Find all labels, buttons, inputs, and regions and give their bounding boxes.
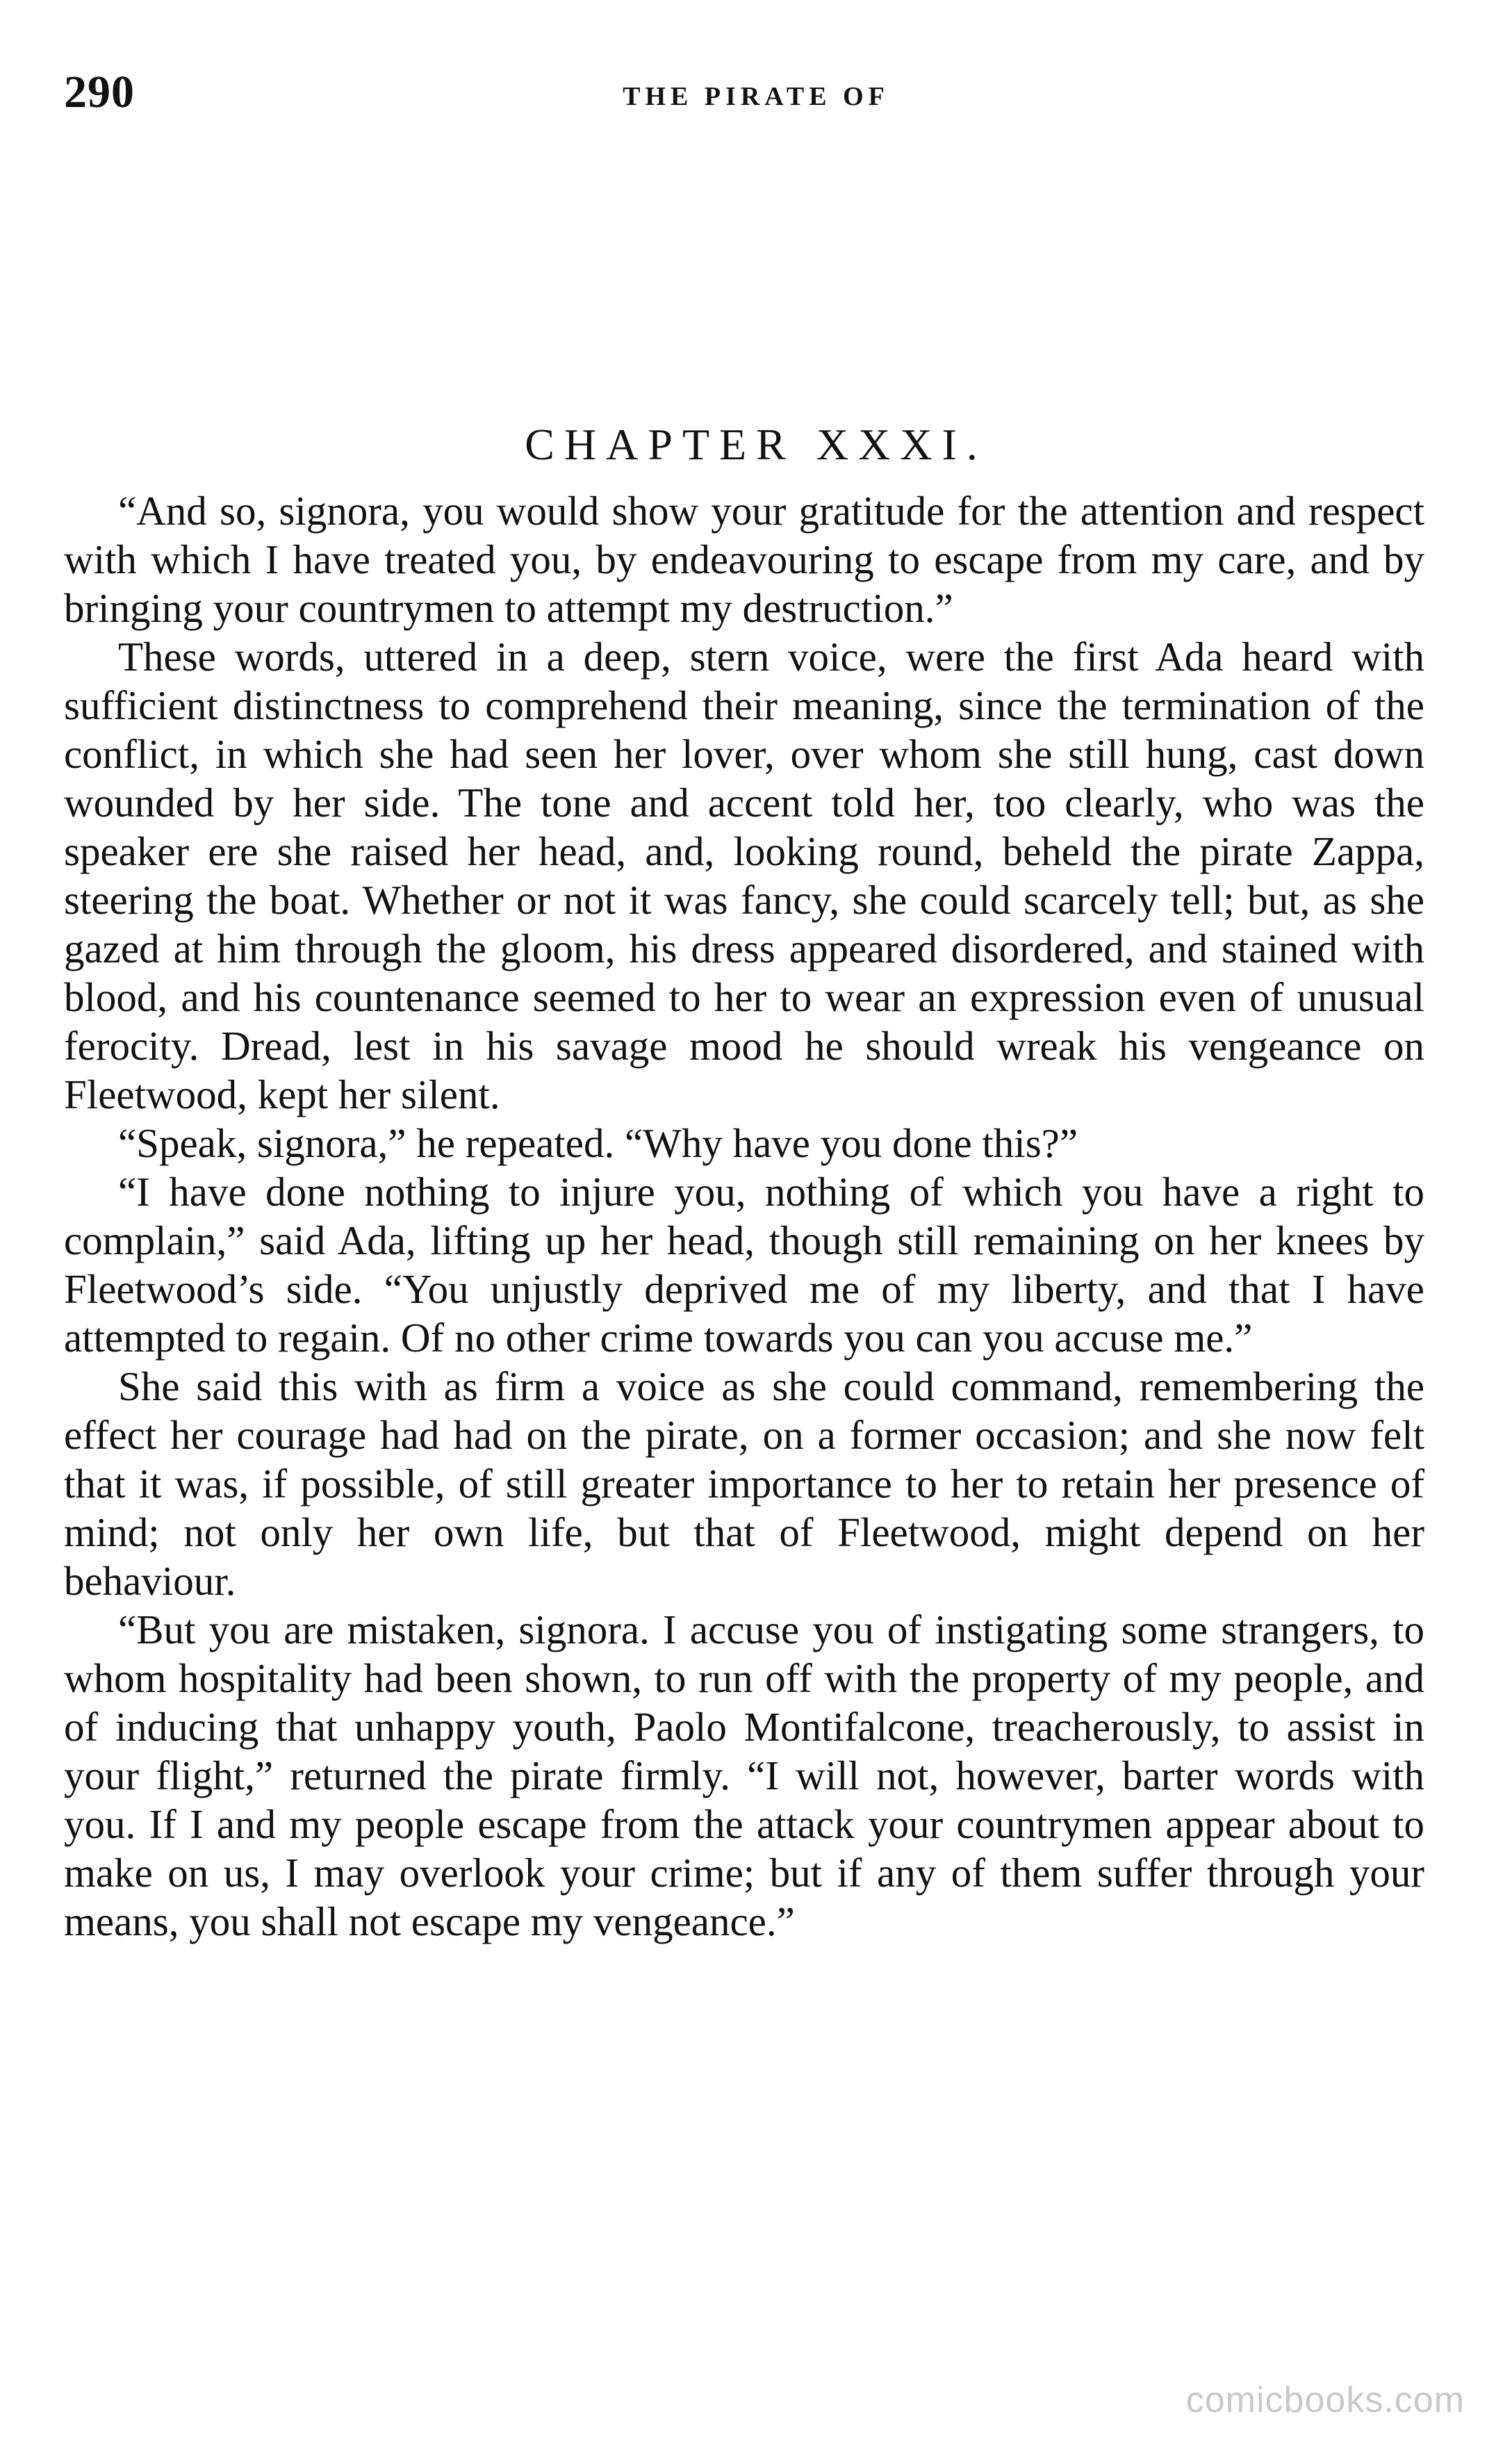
- paragraph: “Speak, signora,” he repeated. “Why have you done this?”: [118, 1120, 1078, 1166]
- running-head: [64, 66, 1448, 122]
- running-title: THE PIRATE OF: [623, 82, 889, 111]
- watermark: comicbooks.com: [1185, 2380, 1465, 2420]
- paragraph: “I have done nothing to injure you, nothing of which you have a right to complain,” said Ada, lifting up her head, though still remaining on her knees by Fleetwood’s side. “You unjustly deprived me of my liberty, and that I have attempted to regain. Of no other crime towards you can you accuse me.”: [64, 1169, 1424, 1361]
- paragraph: “But you are mistaken, signora. I accuse you of instigating some strangers, to whom hospitality had been shown, to run off with the property of my people, and of inducing that unhappy youth, Paolo Montifalcone, treacherously, to assist in your flight,” returned the pirate firmly. “I will not, however, barter words with you. If I and my people escape from the attack your countrymen appear about to make on us, I may overlook your crime; but if any of them suffer through your means, you shall not escape my vengeance.”: [64, 1607, 1424, 1944]
- page-number: 290: [64, 67, 135, 117]
- paragraph: “And so, signora, you would show your gratitude for the attention and respect with which I have treated you, by endeavouring to escape from my care, and by bringing your countrymen to attempt my destruction.”: [64, 488, 1424, 631]
- paragraph: These words, uttered in a deep, stern voice, were the first Ada heard with sufficient distinctness to comprehend their meaning, since the termination of the conflict, in which she had seen her lover, over whom she still hung, cast down wounded by her side. The tone and accent told her, too clearly, who was the speaker ere she raised her head, and, looking round, beheld the pirate Zappa, steering the boat. Whether or not it was fancy, she could scarcely tell; but, as she gazed at him through the gloom, his dress appeared disordered, and stained with blood, and his countenance seemed to her to wear an expression even of unusual ferocity. Dread, lest in his savage mood he should wreak his vengeance on Fleetwood, kept her silent.: [64, 634, 1424, 1117]
- chapter-heading: CHAPTER XXXI.: [525, 419, 987, 469]
- paragraph: She said this with as firm a voice as she could command, remembering the effect her courage had had on the pirate, on a former occasion; and she now felt that it was, if possible, of still greater importance to her to retain her presence of mind; not only her own life, but that of Fleetwood, might depend on her behaviour.: [64, 1363, 1424, 1604]
- chapter-body: [64, 486, 1424, 1946]
